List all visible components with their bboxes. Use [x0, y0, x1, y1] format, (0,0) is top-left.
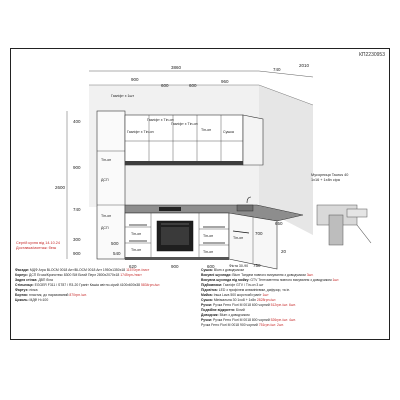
label-10: Тіп-он — [101, 214, 112, 218]
dim-top-600b: 600 — [189, 83, 197, 88]
label-4: Сушка — [223, 130, 234, 134]
dim-bottom-500: 500 — [111, 241, 119, 246]
spec-price: 1шт — [262, 293, 269, 297]
spec-price: 870грн./шт. — [69, 293, 87, 297]
spec-row — [201, 323, 387, 328]
specs-left-column — [15, 268, 193, 303]
dim-top-total: 3860 — [171, 65, 182, 70]
spec-price: 3шт. — [306, 273, 314, 277]
spec-label: Мийка: — [201, 293, 213, 297]
spec-label: Висувна шухляда під мийку: — [201, 278, 250, 282]
dim-bottom-750: 750 — [253, 263, 261, 268]
spec-price: 1745грн./лист — [120, 273, 142, 277]
dim-bottom-620: 620 — [129, 264, 137, 269]
label-6: Газліфт х Тіп-он — [127, 130, 154, 134]
dim-bottom-900: 900 — [171, 264, 179, 269]
label-9: Тіп-он — [101, 158, 112, 162]
spec-value: Ручка Ferro Fiori M 0018 900 чорний — [201, 323, 259, 327]
spec-value: Ручка Ferro Fiori M 0018 600 чорний — [212, 303, 271, 307]
spec-label: Висувні шухляди: — [201, 273, 232, 277]
dim-left-740: 740 — [73, 207, 81, 212]
label-8: ДСП — [101, 226, 109, 230]
upper-corner-cabinet — [243, 115, 263, 165]
spec-label: Корпус: — [15, 273, 29, 277]
spec-label: Подвійне відкриття: — [201, 308, 236, 312]
spec-value: GTV Тентоментна повного висування з доводчиком — [249, 278, 333, 282]
dim-left-900: 900 — [73, 165, 81, 170]
sink — [237, 205, 253, 211]
spec-value: Білий — [235, 308, 245, 312]
spec-label: Підсвітка: — [201, 288, 218, 292]
dim-top-2010: 2010 — [299, 63, 310, 68]
dim-left-400: 400 — [73, 119, 81, 124]
dim-top-600a: 600 — [161, 83, 169, 88]
spec-row — [15, 298, 193, 303]
order-note — [16, 241, 60, 251]
upper-cabinet-strip — [125, 161, 243, 165]
spec-value: пілка — [28, 288, 38, 292]
spec-value: ДВП біла — [37, 278, 53, 282]
spec-price: 751грн./шт. 2шт. — [258, 323, 284, 327]
label-13: Тіп-он — [203, 234, 214, 238]
dim-bottom-650: 650 — [275, 221, 283, 226]
waste-bin-illustration — [317, 205, 371, 245]
label-11: Тіп-он — [131, 232, 142, 236]
waste-bin-title: Мусорниця Taurus 40 — [311, 173, 349, 177]
dim-bottom-20: 20 — [281, 249, 287, 254]
spec-label: Фасади: — [15, 268, 29, 272]
spec-value: Мінімальна 30 1xo8 + 1x8n — [212, 298, 257, 302]
spec-label: Бортик: — [15, 293, 29, 297]
dim-bottom-700: 700 — [255, 231, 263, 236]
order-note-line1: Сергій кухня від 14.10.24 — [16, 241, 60, 245]
spec-value: LED з профілем алюмінієвим, дифузор, та ін. — [217, 288, 291, 292]
document-code: КП2230953 — [359, 52, 385, 58]
label-16: Тіп-он — [203, 250, 214, 254]
label-5: Тіп-он — [201, 128, 212, 132]
label-2: Газліфт х Тіп-он — [147, 118, 174, 122]
spec-value: Blum Тандем повного висування з доводчиком — [231, 273, 307, 277]
dim-left-900b: 900 — [73, 251, 81, 256]
spec-value: Blum з доводчиком — [218, 313, 250, 317]
dim-top-740: 740 — [273, 67, 281, 72]
drawing-sheet — [10, 48, 390, 340]
spec-price: 526грн./шт. 4шт. — [270, 318, 296, 322]
dim-left-300: 300 — [73, 237, 81, 242]
spec-value: МДФ Агра BLOCM 0018 Ант/BLOCM 0018 Ант 1950x1350x18 — [28, 268, 127, 272]
spec-label: Ручки: — [201, 318, 213, 322]
label-15: Тіп-он — [233, 236, 244, 240]
spec-label: Підйомники: — [201, 283, 223, 287]
spec-value: Blum з доводчиком — [212, 268, 244, 272]
spec-value: Газліфт GTV / Тіп-он 3 шт — [222, 283, 264, 287]
dim-bottom-540: 540 — [113, 251, 121, 256]
spec-price: 11570грн./лист — [126, 268, 150, 272]
specs-right-column — [201, 268, 387, 328]
spec-value: МДФ H=100 — [28, 298, 49, 302]
dim-top-900: 900 — [131, 77, 139, 82]
dim-bottom-600: 600 — [207, 264, 215, 269]
spec-label: Цоколь: — [15, 298, 29, 302]
cooktop — [159, 207, 181, 211]
spec-label: Сушка: — [201, 268, 213, 272]
spec-label: Доводчик: — [201, 313, 219, 317]
label-7: ДСП — [101, 178, 109, 182]
spec-label: Фартух: — [15, 288, 29, 292]
kitchen-drawing — [11, 57, 389, 272]
spec-label: Задня стінка: — [15, 278, 38, 282]
dim-top-960: 960 — [221, 79, 229, 84]
spec-price: 512грн./шт. 6шт. — [270, 303, 296, 307]
spec-label: Стільниця: — [15, 283, 34, 287]
spec-label: Ручки: — [201, 303, 213, 307]
tall-cabinet — [97, 111, 125, 259]
dim-left-2600: 2600 — [55, 185, 66, 190]
spec-value: ДСП Егоза/Кронотекс 8300 SM Білий Перл 2800x2070x18 — [28, 273, 121, 277]
spec-label: Сушка: — [201, 298, 213, 302]
waste-bin-size: 1x16 + 1x8n сірa — [311, 178, 340, 182]
label-1: Газліфт х 1шт — [111, 94, 135, 98]
waste-bin-caption — [311, 173, 348, 183]
spec-value: Інша Lava 500 жорсткий граніт — [212, 293, 263, 297]
spec-price: 2828грн./шт. — [256, 298, 277, 302]
spec-value: EGGER F311 / ST87 / R3-20 Граніт Кашіа світло-сірий 4100x600x38 — [33, 283, 141, 287]
label-14: Фіста 30-90 — [229, 264, 249, 268]
order-note-line2: Доставка/монтаж: безк — [16, 246, 57, 250]
spec-price: 1шт. — [332, 278, 340, 282]
spec-value: Ручка Ferro Fiori M 0018 800 чорний — [212, 318, 271, 322]
spec-price: 5834грн./шт. — [141, 283, 161, 287]
label-3: Газліфт х Тіп-он — [171, 122, 198, 126]
spec-value: пластик, до нарахований — [28, 293, 70, 297]
label-12: Тіп-он — [131, 248, 142, 252]
